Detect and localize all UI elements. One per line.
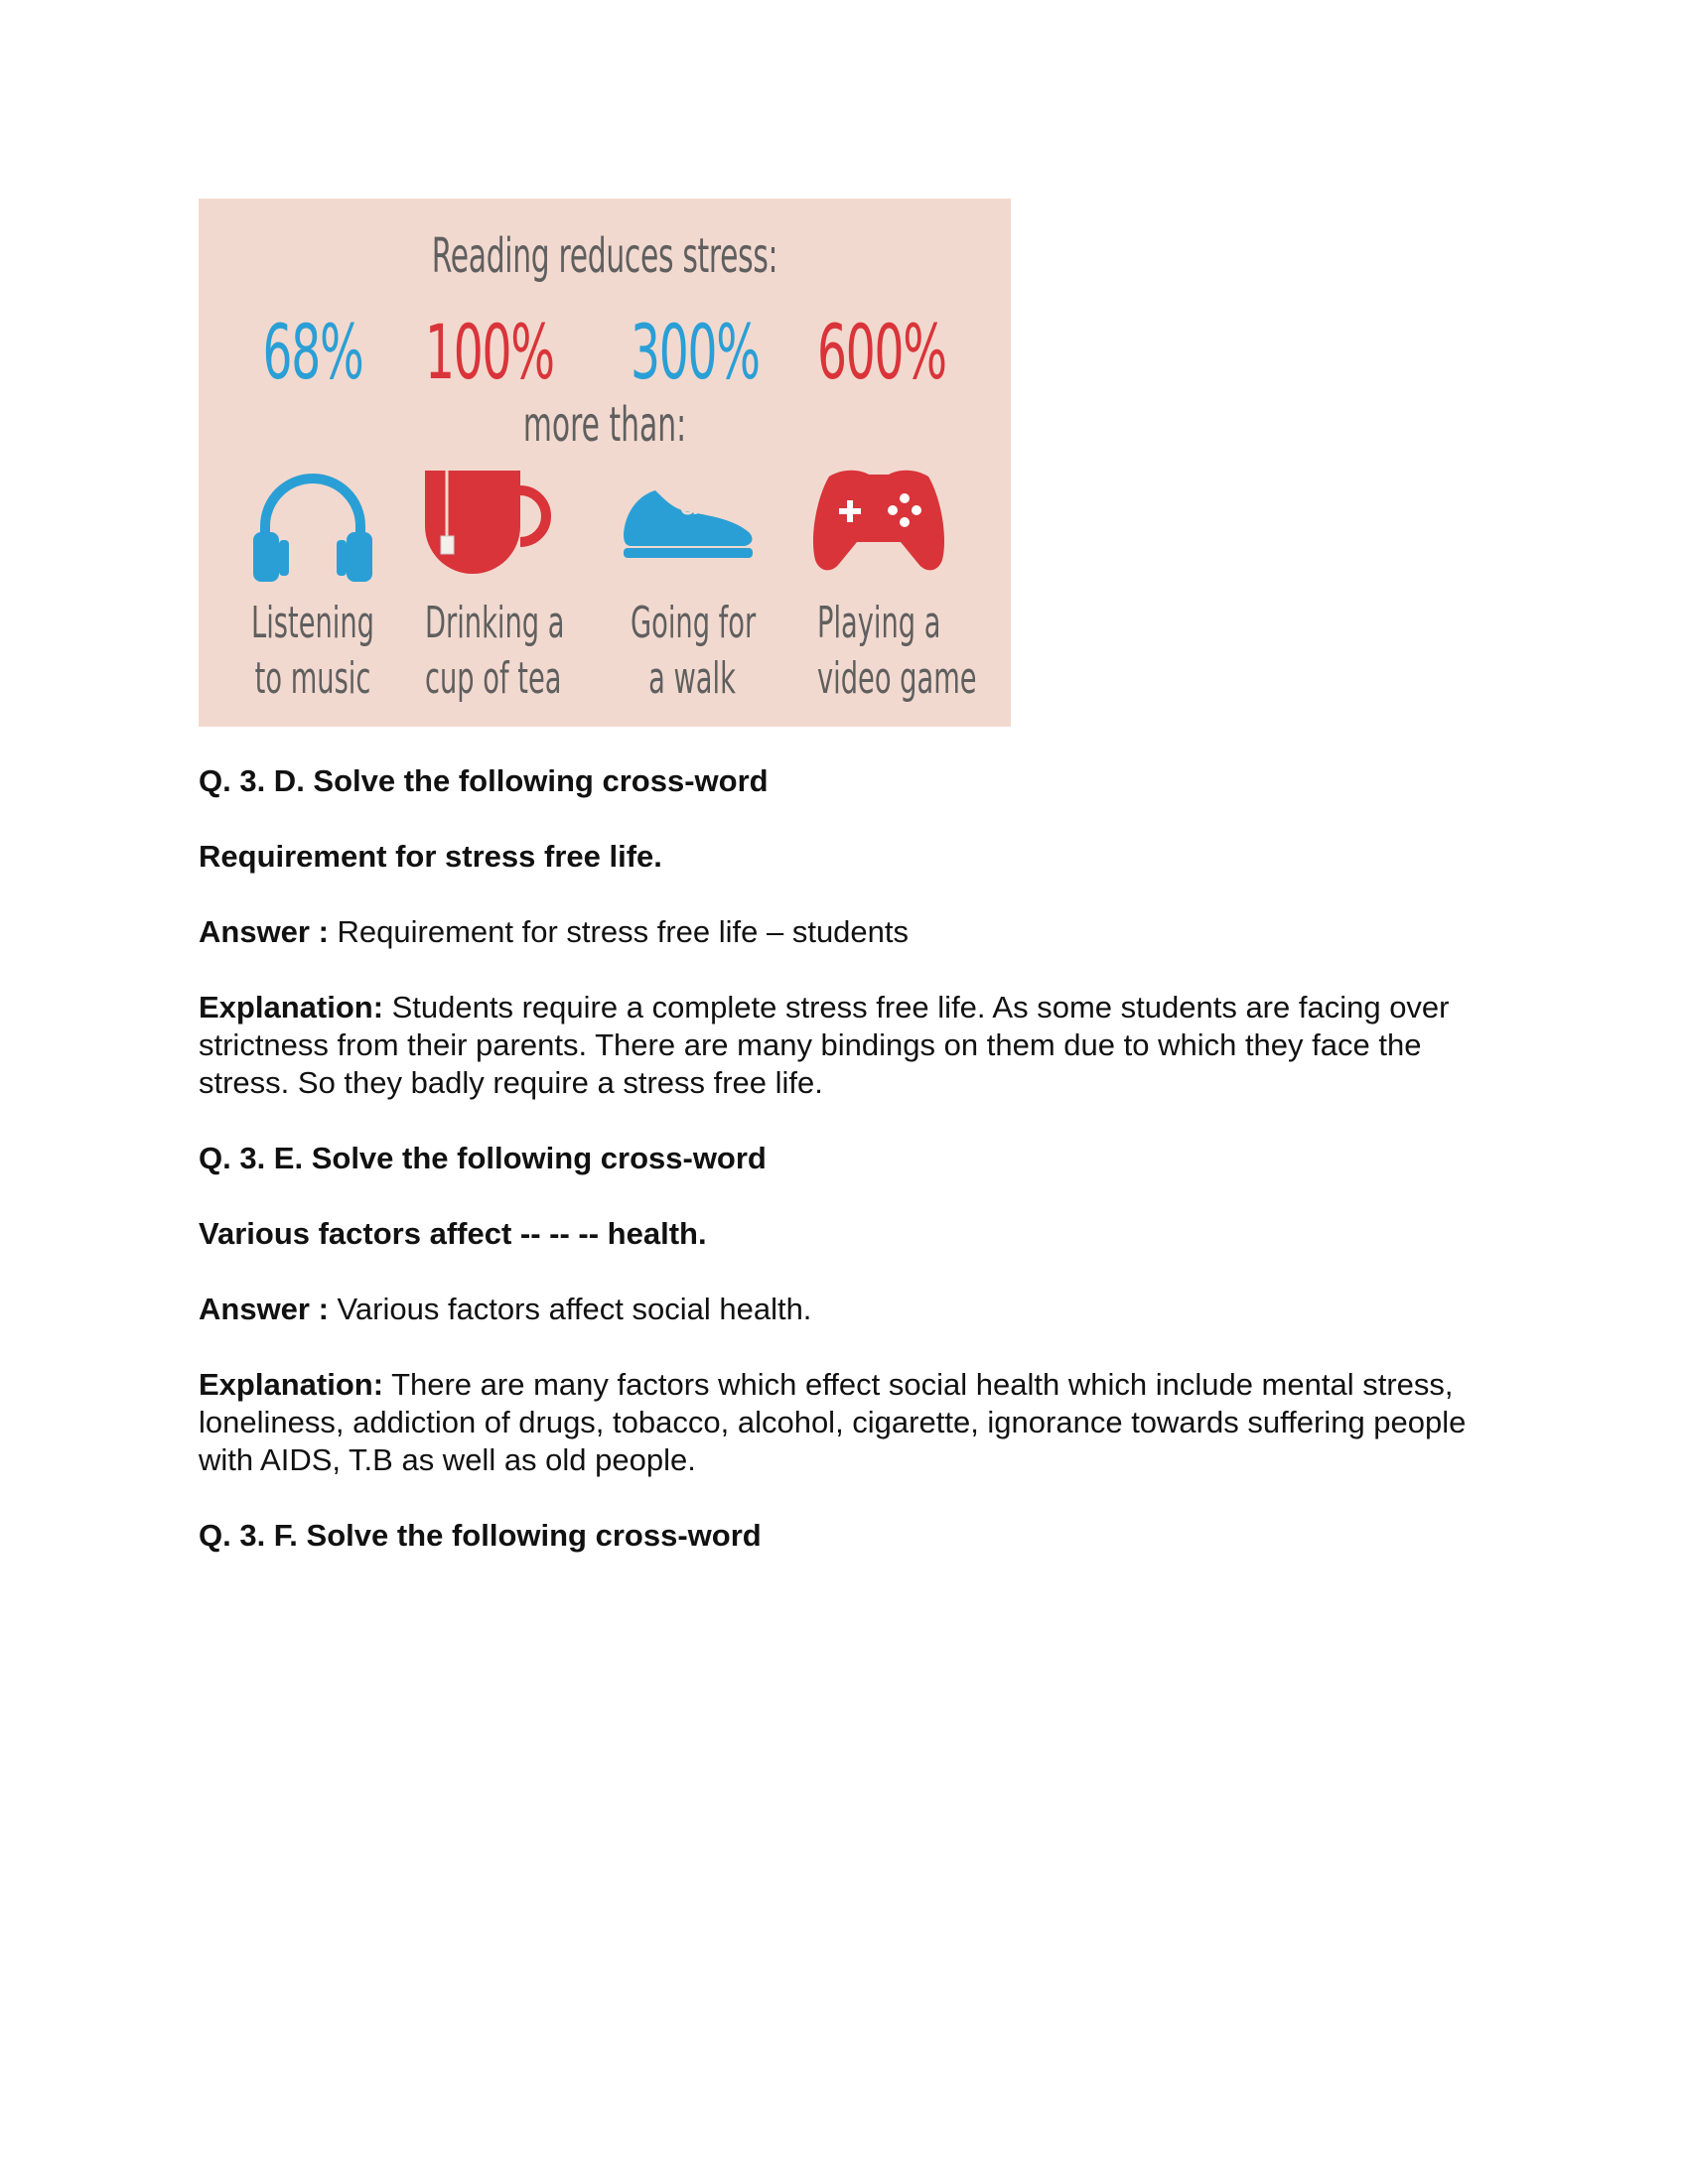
explanation-label: Explanation: <box>199 1367 384 1402</box>
answer-label: Answer : <box>199 914 329 949</box>
infographic-subtitle: more than: <box>522 397 687 453</box>
answer-text: Various factors affect social health. <box>328 1292 812 1326</box>
item-label: Playing a video game <box>817 598 977 704</box>
document-body <box>199 762 1489 1592</box>
explanation-text: Students require a complete stress free life. As some students are facing over strictness from their parents. There are many bindings on them due to which they face the stress. So they badly require a stress free life. <box>199 990 1450 1100</box>
infographic-item-game <box>779 199 978 727</box>
percent-value: 68% <box>262 308 363 396</box>
sneaker-icon <box>603 457 772 586</box>
q3d-answer <box>199 913 1489 951</box>
q3d-heading: Q. 3. D. Solve the following cross-word <box>199 763 769 798</box>
svg-text:a: a <box>679 483 700 523</box>
explanation-text: There are many factors which effect social health which include mental stress, loneliness, addiction of drugs, tobacco, alcohol, cigarette, ignorance towards suffering people with AIDS, T.B as well as old people. <box>199 1367 1467 1477</box>
headphones-icon <box>243 457 382 586</box>
reading-stress-infographic <box>199 199 1011 727</box>
percent-value: 300% <box>631 308 760 396</box>
answer-label: Answer : <box>199 1292 329 1326</box>
q3d-explanation <box>199 989 1489 1102</box>
item-label: Going for a walk <box>631 598 757 704</box>
tea-cup-icon <box>417 457 556 586</box>
explanation-label: Explanation: <box>199 990 384 1024</box>
percent-value: 100% <box>425 308 554 396</box>
infographic-title: Reading reduces stress: <box>431 228 778 284</box>
answer-text: Requirement for stress free life – students <box>328 914 910 949</box>
item-label: Drinking a cup of tea <box>425 598 565 704</box>
infographic-item-tea <box>387 199 586 727</box>
q3e-question: Various factors affect -- -- -- health. <box>199 1216 707 1251</box>
percent-value: 600% <box>817 308 946 396</box>
infographic-item-walk <box>593 199 791 727</box>
item-label: Listening to music <box>251 598 374 704</box>
q3e-explanation <box>199 1366 1489 1479</box>
q3e-heading: Q. 3. E. Solve the following cross-word <box>199 1141 767 1175</box>
q3e-answer <box>199 1291 1489 1328</box>
q3d-question: Requirement for stress free life. <box>199 839 662 874</box>
infographic-item-music <box>213 199 412 727</box>
q3f-heading: Q. 3. F. Solve the following cross-word <box>199 1518 762 1553</box>
game-controller-icon <box>809 457 948 586</box>
